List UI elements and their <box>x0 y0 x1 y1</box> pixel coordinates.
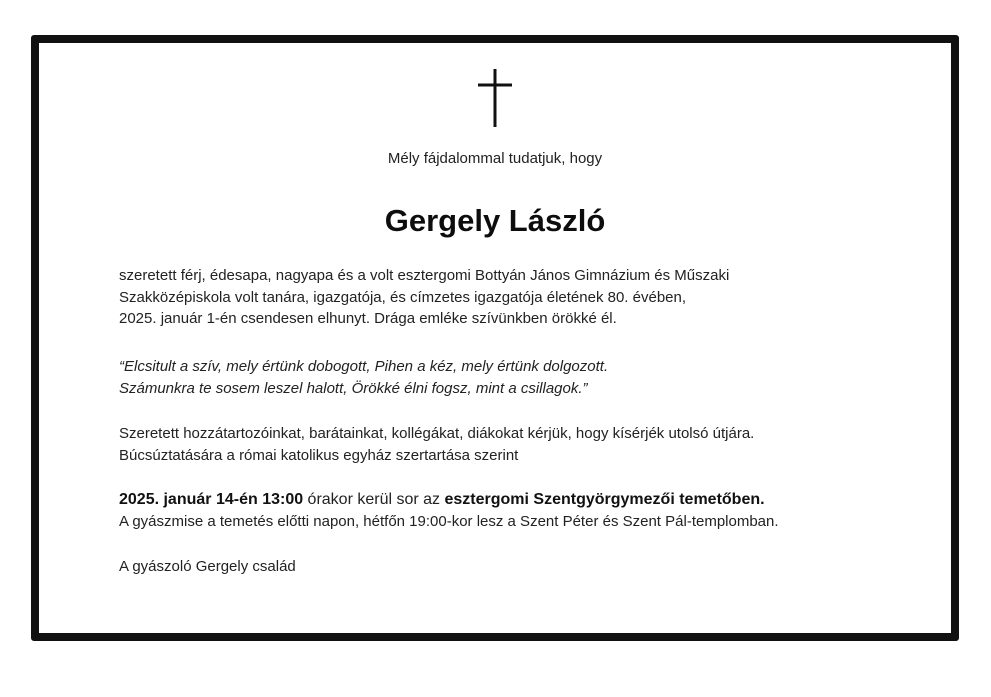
funeral-details <box>119 489 899 532</box>
cross-icon <box>475 67 515 127</box>
quote-line: “Elcsitult a szív, mely értünk dobogott, Pihen a kéz, mely értünk dolgozott. <box>119 358 609 375</box>
bio-paragraph <box>119 265 899 330</box>
funeral-connector: órakor kerül sor az <box>303 491 445 508</box>
signature: A gyászoló Gergely család <box>119 558 296 575</box>
invitation-paragraph <box>119 423 899 466</box>
intro-text: Mély fájdalommal tudatjuk, hogy <box>387 150 603 167</box>
funeral-time-line <box>119 489 899 511</box>
mass-info: A gyászmise a temetés előtti napon, hétfőn 19:00-kor lesz a Szent Péter és Szent Pál-templomban. <box>119 512 779 530</box>
funeral-datetime: 2025. január 14-én 13:00 <box>119 491 304 508</box>
funeral-place: esztergomi Szentgyörgymezői temetőben. <box>444 491 765 508</box>
invitation-line: Búcsúztatására a római katolikus egyház szertartása szerint <box>119 446 519 464</box>
memorial-quote <box>119 356 899 399</box>
bio-line: Szakközépiskola volt tanára, igazgatója, és címzetes igazgatója életének 80. évében, <box>119 288 687 306</box>
obituary-card <box>31 35 959 641</box>
quote-line: Számunkra te sosem leszel halott, Örökké élni fogsz, mint a csillagok.” <box>119 379 588 397</box>
bio-line: 2025. január 1-én csendesen elhunyt. Drága emléke szívünkben örökké él. <box>119 310 617 327</box>
invitation-line: Szeretett hozzátartozóinkat, barátainkat, kollégákat, diákokat kérjük, hogy kísérjék utolsó útjára. <box>119 425 755 442</box>
bio-line: szeretett férj, édesapa, nagyapa és a volt esztergomi Bottyán János Gimnázium és Műszaki <box>119 267 730 284</box>
deceased-name: Gergely László <box>384 203 606 238</box>
